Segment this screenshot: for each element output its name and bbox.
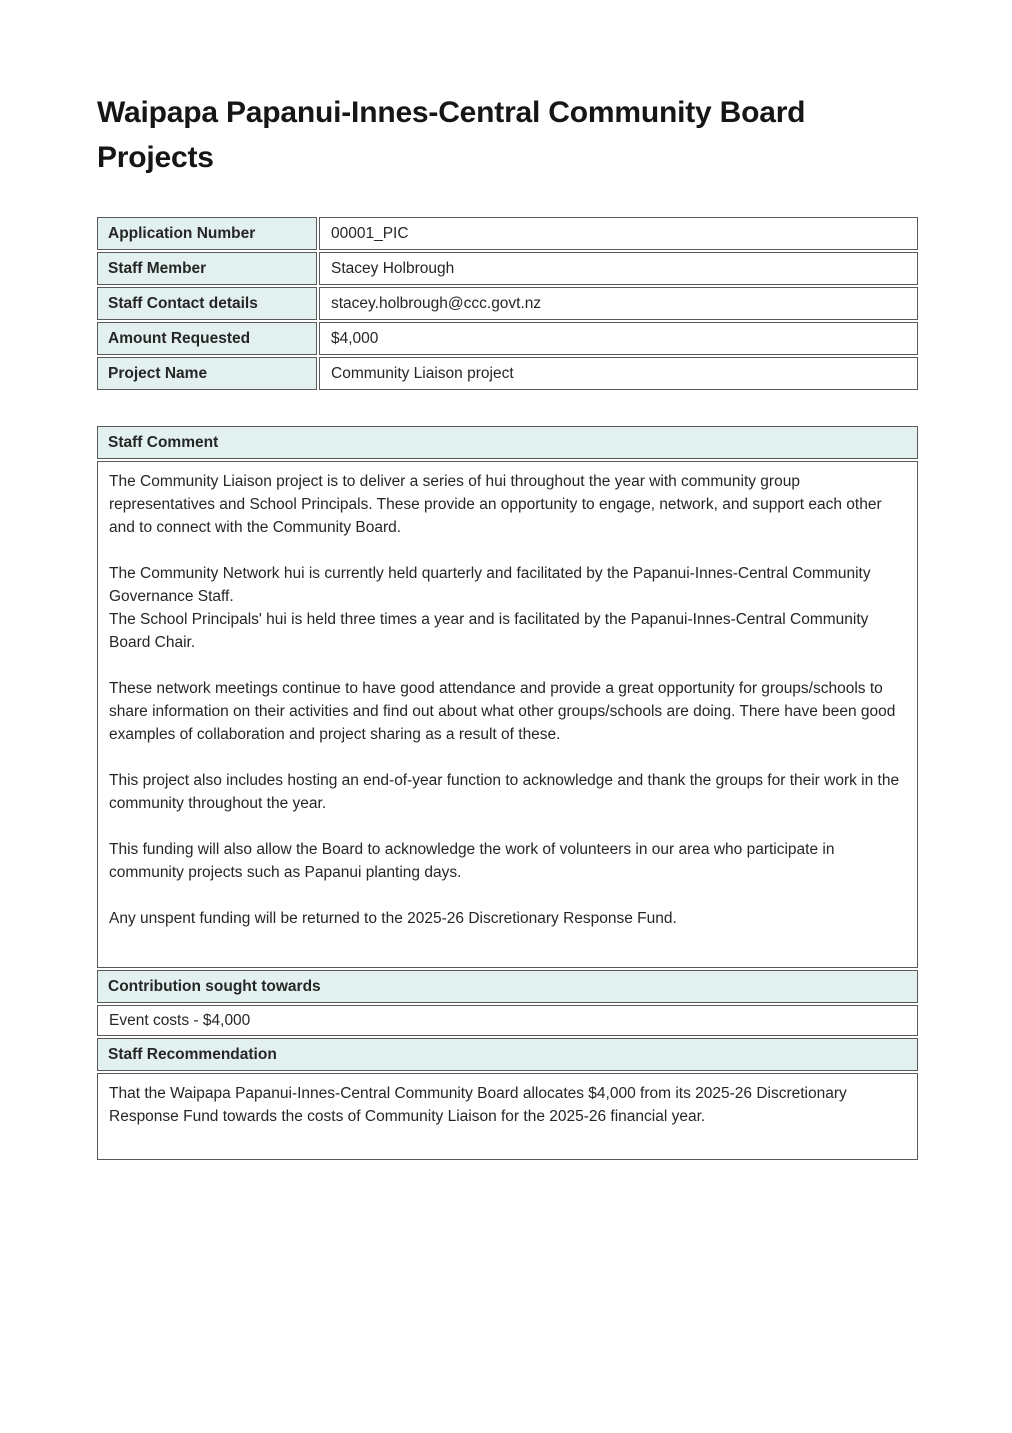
staff-comment-body (97, 461, 918, 968)
page-title: Waipapa Papanui-Innes-Central Community Board Projects (97, 96, 806, 174)
staff-member-label: Staff Member (97, 252, 317, 285)
table-row (97, 357, 918, 390)
contribution-header: Contribution sought towards (97, 970, 918, 1003)
staff-contact-label: Staff Contact details (97, 287, 317, 320)
staff-recommendation-header: Staff Recommendation (97, 1038, 918, 1071)
contribution-section (97, 970, 918, 1036)
staff-comment-header: Staff Comment (97, 426, 918, 459)
application-info-table (97, 217, 918, 390)
staff-recommendation-body (97, 1073, 918, 1160)
staff-comment-paragraph: These network meetings continue to have good attendance and provide a great opportunity for groups/schools to share information on their activities and find out about what other groups/schools are doing. There have been good examples of collaboration and project sharing as a result of these. (109, 680, 896, 743)
staff-comment-section (97, 426, 918, 968)
table-row (97, 252, 918, 285)
amount-requested-label: Amount Requested (97, 322, 317, 355)
application-number-value: 00001_PIC (319, 217, 918, 250)
contribution-body (97, 1005, 918, 1036)
staff-member-value: Stacey Holbrough (319, 252, 918, 285)
amount-requested-value: $4,000 (319, 322, 918, 355)
table-row (97, 287, 918, 320)
staff-comment-paragraph: Any unspent funding will be returned to the 2025-26 Discretionary Response Fund. (109, 910, 677, 927)
staff-comment-paragraph: The Community Liaison project is to deliver a series of hui throughout the year with community group representatives and School Principals. These provide an opportunity to engage, network, and support each other and to connect with the Community Board. (109, 473, 882, 536)
project-name-value: Community Liaison project (319, 357, 918, 390)
staff-comment-paragraph: This project also includes hosting an end-of-year function to acknowledge and thank the groups for their work in the community throughout the year. (109, 772, 900, 812)
project-name-label: Project Name (97, 357, 317, 390)
staff-contact-value: stacey.holbrough@ccc.govt.nz (319, 287, 918, 320)
staff-recommendation-text: That the Waipapa Papanui-Innes-Central Community Board allocates $4,000 from its 2025-26 Discretionary Response Fund towards the costs of Community Liaison for the 2025-26 financial year. (109, 1085, 847, 1125)
contribution-value: Event costs - $4,000 (109, 1012, 251, 1029)
staff-comment-paragraph: This funding will also allow the Board to acknowledge the work of volunteers in our area who participate in community projects such as Papanui planting days. (109, 841, 835, 881)
staff-comment-paragraph: The Community Network hui is currently held quarterly and facilitated by the Papanui-Innes-Central Community Governance Staff. The School Principals' hui is held three times a year and is facilitated by the Papanui-Innes-Central Community Board Chair. (109, 565, 871, 651)
application-number-label: Application Number (97, 217, 317, 250)
table-row (97, 217, 918, 250)
table-row (97, 322, 918, 355)
staff-recommendation-section (97, 1038, 918, 1160)
